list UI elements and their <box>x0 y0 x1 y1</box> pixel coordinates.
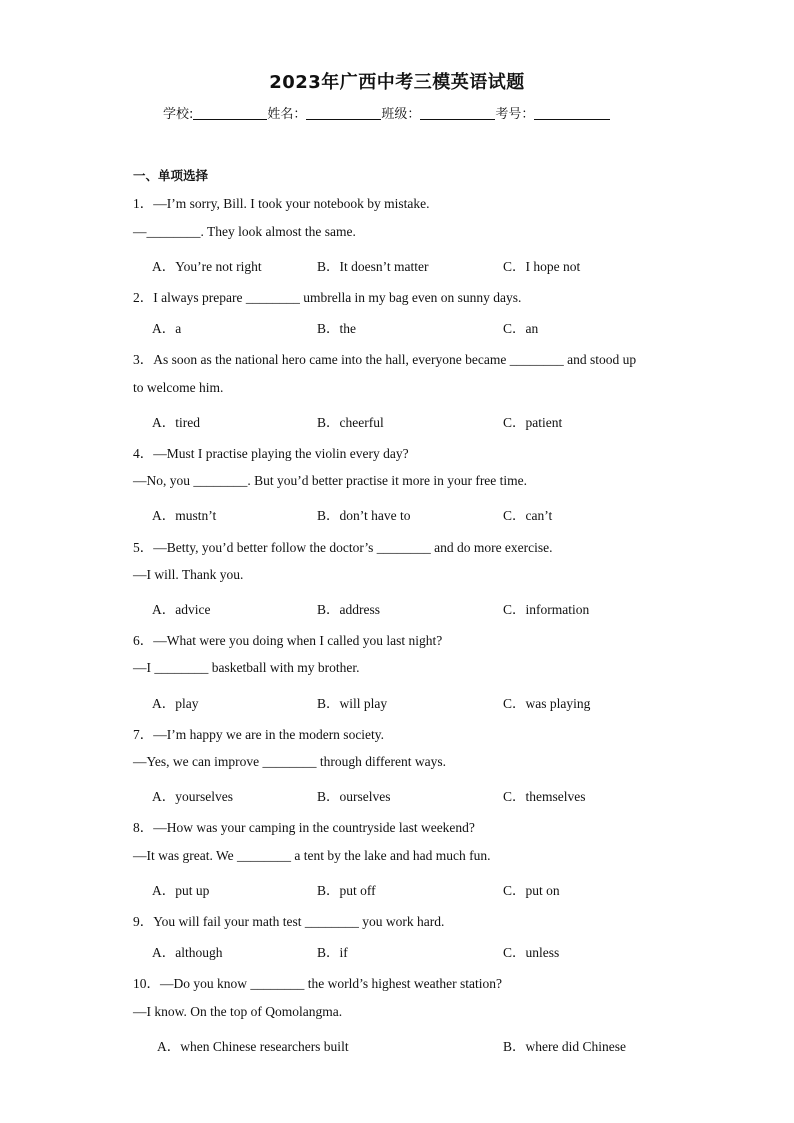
question-9-option-a: A．although <box>152 945 223 960</box>
question-8-option-a: A．put up <box>152 883 210 898</box>
question-2-option-c: C．an <box>503 321 539 336</box>
question-4-line-1: 4．—Must I practise playing the violin every day? <box>133 446 409 461</box>
question-7-option-a: A．yourselves <box>152 789 233 804</box>
question-1-option-a: A．You’re not right <box>152 259 262 274</box>
id-label: 考号： <box>495 107 535 122</box>
question-1-option-c: C．I hope not <box>503 259 581 274</box>
class-blank <box>420 105 495 120</box>
question-7-option-b: B．ourselves <box>317 789 391 804</box>
question-3-option-b: B．cheerful <box>317 415 384 430</box>
name-label: 姓名： <box>267 107 307 122</box>
question-9-option-c: C．unless <box>503 945 560 960</box>
question-2-line-1: 2．I always prepare ________ umbrella in my bag even on sunny days. <box>133 290 522 305</box>
question-8-line-1: 8．—How was your camping in the countryside last weekend? <box>133 820 475 835</box>
question-1-option-b: B．It doesn’t matter <box>317 259 429 274</box>
question-9-option-b: B．if <box>317 945 348 960</box>
question-4-line-2: —No, you ________. But you’d better practise it more in your free time. <box>133 473 528 488</box>
school-blank <box>193 105 267 120</box>
id-blank <box>534 105 610 120</box>
question-10-line-1: 10．—Do you know ________ the world’s highest weather station? <box>133 976 502 991</box>
question-1-line-2: —________. They look almost the same. <box>133 224 356 239</box>
question-6-option-c: C．was playing <box>503 696 591 711</box>
question-9-line-1: 9．You will fail your math test ________ you work hard. <box>133 914 445 929</box>
question-4-option-b: B．don’t have to <box>317 508 411 523</box>
page-title: 2023年广西中考三模英语试题 <box>269 72 525 93</box>
question-5-option-a: A．advice <box>152 602 211 617</box>
student-info-row <box>163 103 610 122</box>
question-2-option-b: B．the <box>317 321 356 336</box>
question-5-line-2: —I will. Thank you. <box>133 567 244 582</box>
name-blank <box>306 105 381 120</box>
question-4-option-c: C．can’t <box>503 508 553 523</box>
section-title: 一、单项选择 <box>133 168 209 183</box>
question-3-option-c: C．patient <box>503 415 563 430</box>
question-8-line-2: —It was great. We ________ a tent by the lake and had much fun. <box>133 848 491 863</box>
question-2-option-a: A．a <box>152 321 182 336</box>
question-7-option-c: C．themselves <box>503 789 586 804</box>
question-3-option-a: A．tired <box>152 415 200 430</box>
question-3-line-2: to welcome him. <box>133 380 224 395</box>
question-8-option-b: B．put off <box>317 883 376 898</box>
question-10-line-2: —I know. On the top of Qomolangma. <box>133 1004 343 1019</box>
question-6-option-b: B．will play <box>317 696 388 711</box>
question-10-option-b: B．where did Chinese <box>503 1039 626 1054</box>
question-6-line-2: —I ________ basketball with my brother. <box>133 660 360 675</box>
question-8-option-c: C．put on <box>503 883 560 898</box>
class-label: 班级： <box>381 107 421 122</box>
question-3-line-1: 3．As soon as the national hero came into the hall, everyone became ________ and stood up <box>133 352 637 367</box>
question-1-line-1: 1．—I’m sorry, Bill. I took your notebook by mistake. <box>133 196 430 211</box>
question-6-line-1: 6．—What were you doing when I called you last night? <box>133 633 443 648</box>
question-7-line-1: 7．—I’m happy we are in the modern society. <box>133 727 385 742</box>
school-label: 学校: <box>163 107 194 122</box>
question-5-line-1: 5．—Betty, you’d better follow the doctor’s ________ and do more exercise. <box>133 540 553 555</box>
question-6-option-a: A．play <box>152 696 199 711</box>
question-7-line-2: —Yes, we can improve ________ through different ways. <box>133 754 446 769</box>
question-5-option-b: B．address <box>317 602 380 617</box>
question-5-option-c: C．information <box>503 602 590 617</box>
question-4-option-a: A．mustn’t <box>152 508 217 523</box>
question-10-option-a: A．when Chinese researchers built <box>157 1039 349 1054</box>
